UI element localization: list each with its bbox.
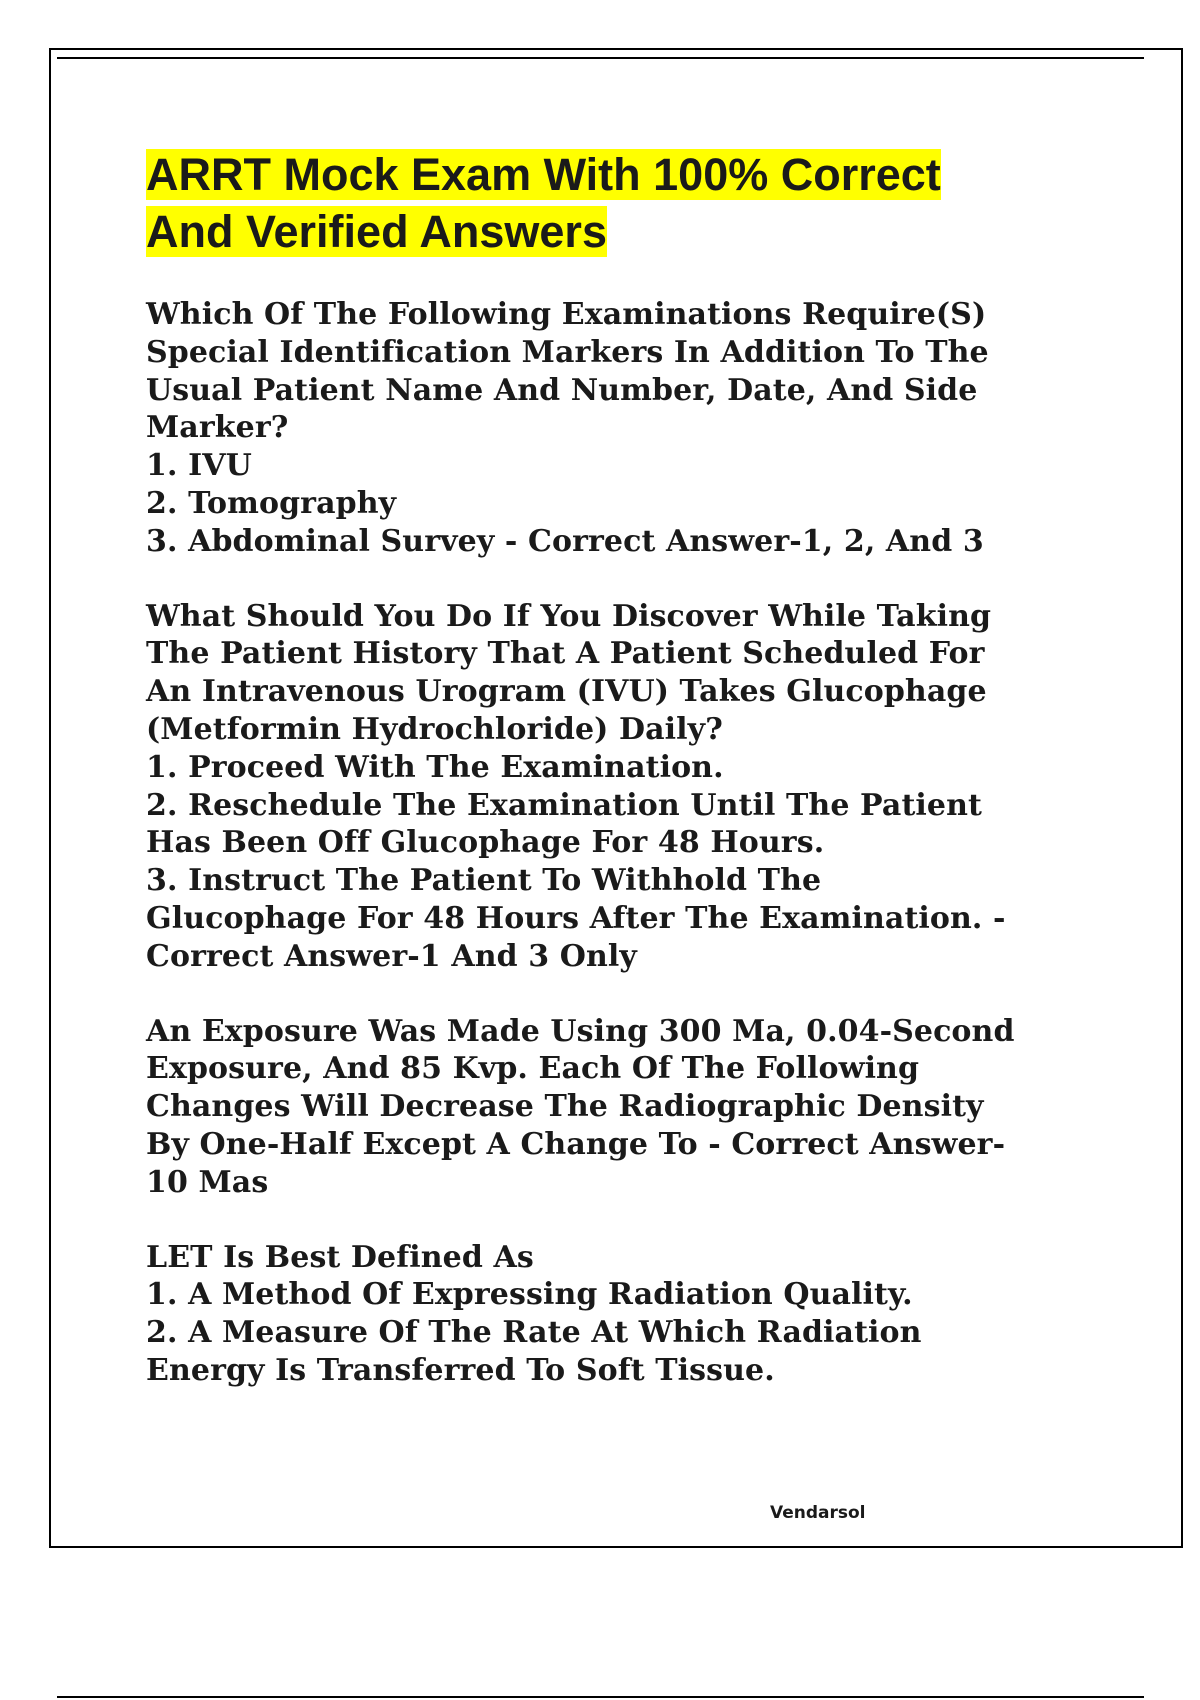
document-title	[146, 146, 1106, 260]
question-3: An Exposure Was Made Using 300 Ma, 0.04-Second Exposure, And 85 Kvp. Each Of The Following Changes Will Decrease The Radiographic Density By One-Half Except A Change To - Correct Answer- 10 Mas	[146, 1013, 1015, 1200]
page-footer: Vendarsol	[770, 1503, 866, 1523]
title-line-2: And Verified Answers	[146, 206, 607, 257]
question-1: Which Of The Following Examinations Require(S) Special Identification Markers In Addition To The Usual Patient Name And Number, Date, And Side Marker? 1. IVU 2. Tomography 3. Abdominal Survey - Correct Answer-1, 2, And 3	[146, 297, 989, 559]
document-body	[146, 146, 1106, 1427]
question-4: LET Is Best Defined As 1. A Method Of Expressing Radiation Quality. 2. A Measure Of The Rate At Which Radiation Energy Is Transferred To Soft Tissue.	[146, 1239, 922, 1388]
bottom-rule	[57, 1696, 1144, 1698]
question-2: What Should You Do If You Discover While Taking The Patient History That A Patient Scheduled For An Intravenous Urogram (IVU) Takes Glucophage (Metformin Hydrochloride) Daily? 1. Proceed With The Examination. 2. Reschedule The Examination Until The Patient Has Been Off Glucophage For 48 Hours. 3. Instruct The Patient To Withhold The Glucophage For 48 Hours After The Examination. - Correct Answer-1 And 3 Only	[146, 598, 1006, 974]
title-line-1: ARRT Mock Exam With 100% Correct	[146, 149, 941, 200]
